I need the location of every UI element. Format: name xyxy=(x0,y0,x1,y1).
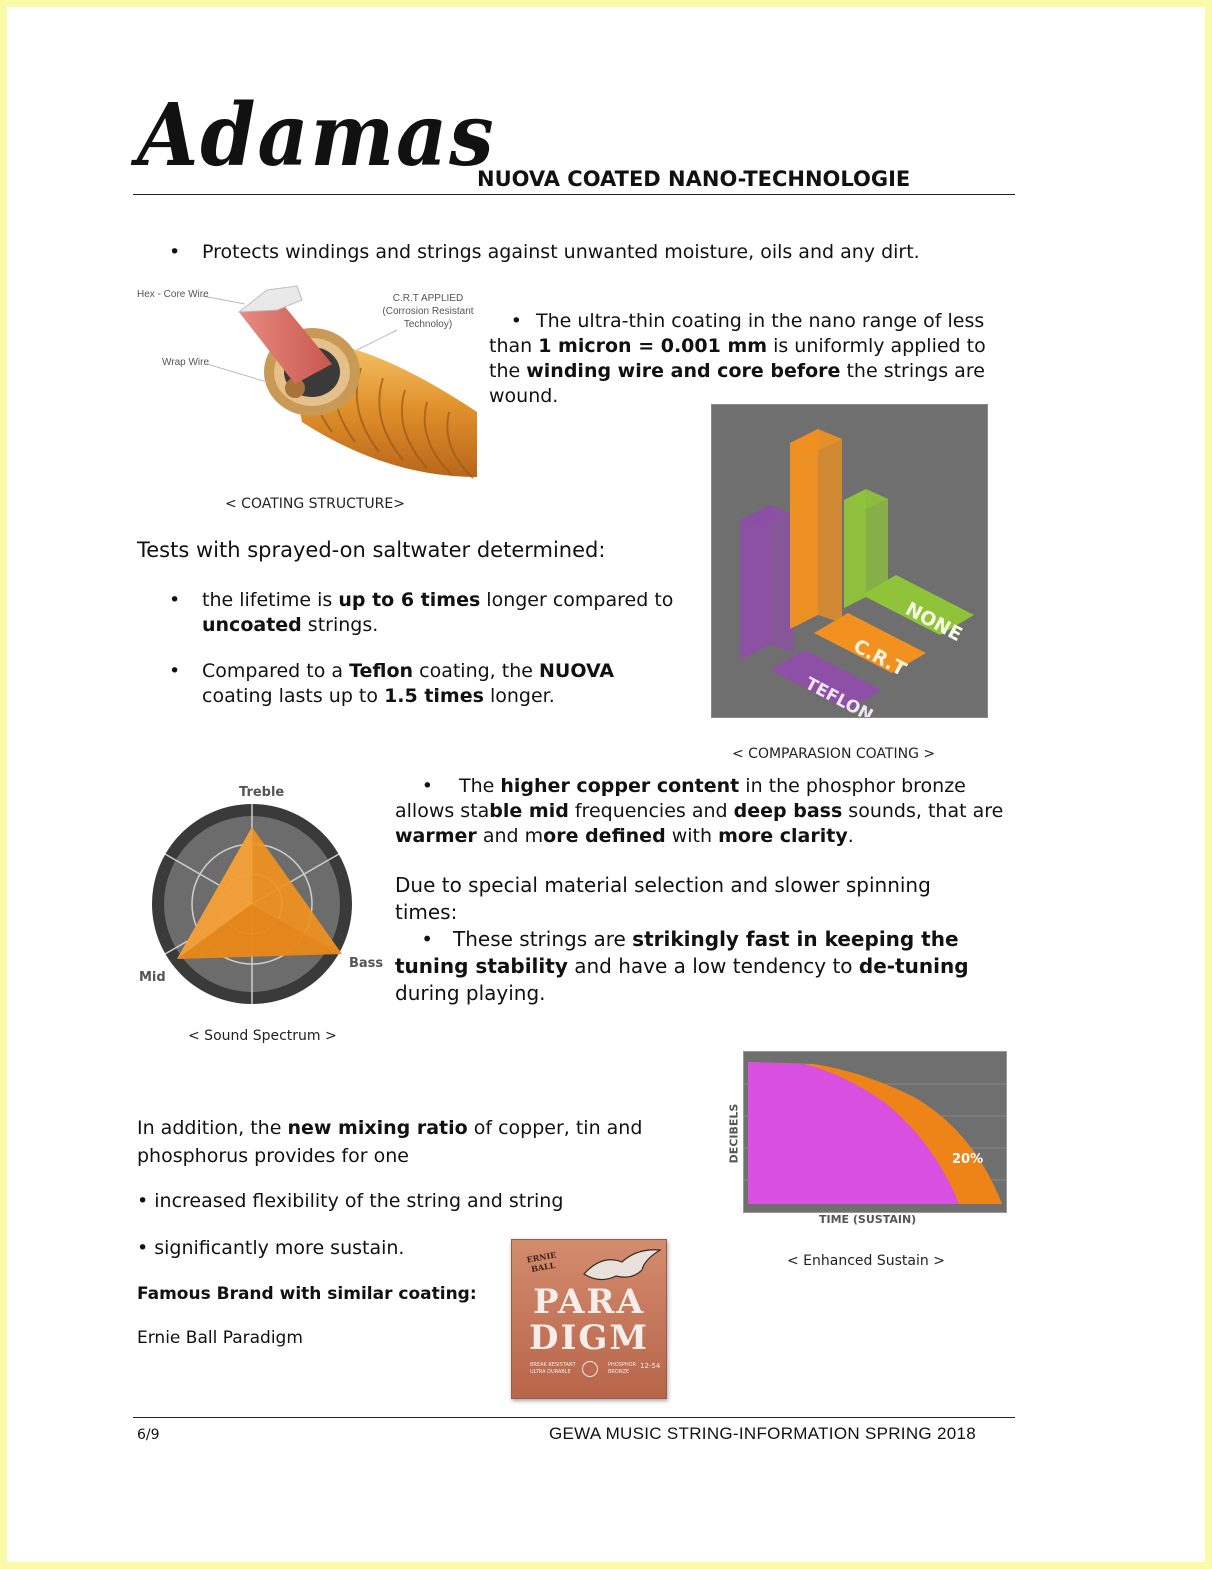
copper-text-4: sounds, that are xyxy=(842,800,1004,822)
copper-text-3: frequencies and xyxy=(568,800,734,822)
ernie-ball-logo: ERNIE BALL xyxy=(525,1249,558,1275)
comparison-coating-figure xyxy=(711,404,988,718)
brand-heading: Famous Brand with similar coating: xyxy=(137,1284,477,1304)
label-crt-line1: C.R.T APPLIED xyxy=(392,293,464,304)
material-text-1: These strings are xyxy=(453,927,633,951)
mixing-bold-1: new mixing ratio xyxy=(287,1117,468,1139)
mixing-paragraph xyxy=(137,1114,657,1170)
bar-label-none: NONE xyxy=(901,597,966,647)
copper-bold-5: ore defined xyxy=(543,825,666,847)
tests-bullet-lifetime-text xyxy=(202,588,689,638)
coating-structure-figure xyxy=(127,272,477,482)
sustain-badge: 20% xyxy=(952,1152,984,1167)
ultra-thin-bold-2: winding wire and core before xyxy=(526,360,841,382)
sustain-figure xyxy=(719,1047,1019,1237)
sustain-curves xyxy=(744,1052,1006,1212)
t2-bold-3: 1.5 times xyxy=(384,685,484,707)
material-text-2: and have a low tendency to xyxy=(567,954,859,978)
intro-bullet-text: Protects windings and strings against unwanted moisture, oils and any dirt. xyxy=(202,241,920,263)
document-page xyxy=(7,7,1205,1562)
footer-text: GEWA MUSIC STRING-INFORMATION SPRING 2018 xyxy=(549,1424,976,1443)
t2-text-3: coating lasts up to xyxy=(202,685,385,707)
header-rule xyxy=(133,194,1015,195)
material-heading: Due to special material selection and slower spinning times: xyxy=(395,873,931,924)
coating-structure-caption: < COATING STRUCTURE> xyxy=(225,496,405,512)
t1-bold-2: uncoated xyxy=(202,614,302,636)
copper-bold-4: warmer xyxy=(395,825,477,847)
bullet-dot: • xyxy=(421,775,433,797)
copper-text-6: with xyxy=(665,825,719,847)
ultra-thin-text-2: is uniformly applied to the xyxy=(489,335,986,382)
t2-text-2: coating, the xyxy=(413,660,539,682)
ultra-thin-bold-1: 1 micron = 0.001 mm xyxy=(538,335,768,357)
material-bold-2: de-tuning xyxy=(858,954,969,978)
paradigm-small-right-1: PHOSPHOR xyxy=(608,1362,637,1368)
paradigm-small-right-2: BRONZE xyxy=(608,1369,630,1375)
paradigm-package xyxy=(511,1239,667,1399)
label-treble: Treble xyxy=(239,785,285,800)
bullet-dot: • xyxy=(169,241,181,263)
spectrum-radar xyxy=(132,777,392,1017)
t2-text-1: Compared to a xyxy=(202,660,350,682)
adamas-logo: Adamas xyxy=(137,85,496,186)
t1-text-2: longer compared to xyxy=(480,589,674,611)
bullet-dot: • xyxy=(510,310,522,332)
footer-rule xyxy=(133,1417,1015,1418)
bar-crt xyxy=(790,429,842,629)
material-bold-1: strikingly fast in keeping the tuning stability xyxy=(395,927,959,978)
paradigm-wordmark xyxy=(512,1284,666,1356)
sound-spectrum-caption: < Sound Spectrum > xyxy=(188,1028,337,1044)
label-crt xyxy=(372,292,484,331)
bar-label-crt: C.R.T xyxy=(849,634,910,681)
copper-bold-6: more clarity xyxy=(718,825,848,847)
ultra-thin-paragraph xyxy=(489,309,1019,409)
comparison-bar-illustration xyxy=(712,405,987,717)
sustain-plot xyxy=(743,1051,1007,1213)
paradigm-line2: DIGM xyxy=(528,1318,650,1358)
material-bullet xyxy=(395,926,995,1007)
mixing-text-1: In addition, the xyxy=(137,1117,288,1139)
mixing-item-flexibility: • increased flexibility of the string and string xyxy=(137,1190,564,1212)
paradigm-small-left-1: BREAK RESISTANT xyxy=(530,1362,576,1368)
bullet-dot: • xyxy=(169,589,181,611)
paradigm-small-left xyxy=(530,1362,576,1376)
sustain-caption: < Enhanced Sustain > xyxy=(787,1253,945,1269)
bullet-dot: • xyxy=(421,927,433,951)
paradigm-gauge: 12-54 xyxy=(640,1362,661,1370)
sustain-xlabel: TIME (SUSTAIN) xyxy=(819,1213,917,1226)
tests-bullet-lifetime xyxy=(169,588,689,638)
copper-text-1: The xyxy=(459,775,501,797)
copper-text-5: and m xyxy=(476,825,544,847)
string-badge-icon xyxy=(582,1361,598,1377)
bar-none xyxy=(844,489,888,608)
bar-teflon xyxy=(740,505,794,660)
copper-bold-2: ble mid xyxy=(489,800,569,822)
tests-bullet-teflon xyxy=(169,659,689,709)
t1-text-1: the lifetime is xyxy=(202,589,339,611)
comparison-coating-caption: < COMPARASION COATING > xyxy=(732,746,936,762)
paradigm-line1: PARA xyxy=(532,1282,646,1322)
copper-text-2: in the phosphor bronze allows sta xyxy=(395,775,966,822)
t2-text-4: longer. xyxy=(483,685,555,707)
sustain-ylabel: DECIBELS xyxy=(727,1103,741,1164)
t1-text-3: strings. xyxy=(301,614,379,636)
label-core-wire: Hex - Core Wire xyxy=(137,289,209,300)
bullet-dot: • xyxy=(169,660,181,682)
bar-label-teflon: TEFLON xyxy=(801,673,877,717)
t2-bold-1: Teflon xyxy=(349,660,414,682)
ultra-thin-text-3: the strings are wound. xyxy=(489,360,985,407)
copper-text-7: . xyxy=(847,825,854,847)
brand-name: Ernie Ball Paradigm xyxy=(137,1328,303,1348)
ultra-thin-text-1: The ultra-thin coating in the nano range of less than xyxy=(489,310,985,357)
label-mid: Mid xyxy=(139,970,166,985)
mixing-text-2: of copper, tin and phosphorus provides for one xyxy=(137,1117,643,1167)
label-bass: Bass xyxy=(349,956,384,971)
page-number: 6/9 xyxy=(137,1427,160,1443)
copper-bold-3: deep bass xyxy=(733,800,843,822)
label-wrap-wire: Wrap Wire xyxy=(162,357,210,368)
document-title: NUOVA COATED NANO-TECHNOLOGIE xyxy=(477,167,911,191)
paradigm-small-right xyxy=(608,1362,636,1376)
paradigm-small-left-2: ULTRA DURABLE xyxy=(530,1369,571,1375)
label-crt-line2: (Corrosion Resistant xyxy=(382,306,474,317)
copper-bold-1: higher copper content xyxy=(500,775,740,797)
t2-bold-2: NUOVA xyxy=(538,660,615,682)
tests-bullet-teflon-text xyxy=(202,659,689,709)
t1-bold-1: up to 6 times xyxy=(338,589,481,611)
sound-spectrum-figure xyxy=(132,777,392,1017)
copper-paragraph xyxy=(395,774,1013,849)
material-text-3: during playing. xyxy=(395,981,546,1005)
material-paragraph xyxy=(395,872,995,1007)
label-crt-line3: Technoloy) xyxy=(403,319,453,330)
tests-heading: Tests with sprayed-on saltwater determined: xyxy=(137,538,606,562)
mixing-item-sustain: • significantly more sustain. xyxy=(137,1237,405,1259)
